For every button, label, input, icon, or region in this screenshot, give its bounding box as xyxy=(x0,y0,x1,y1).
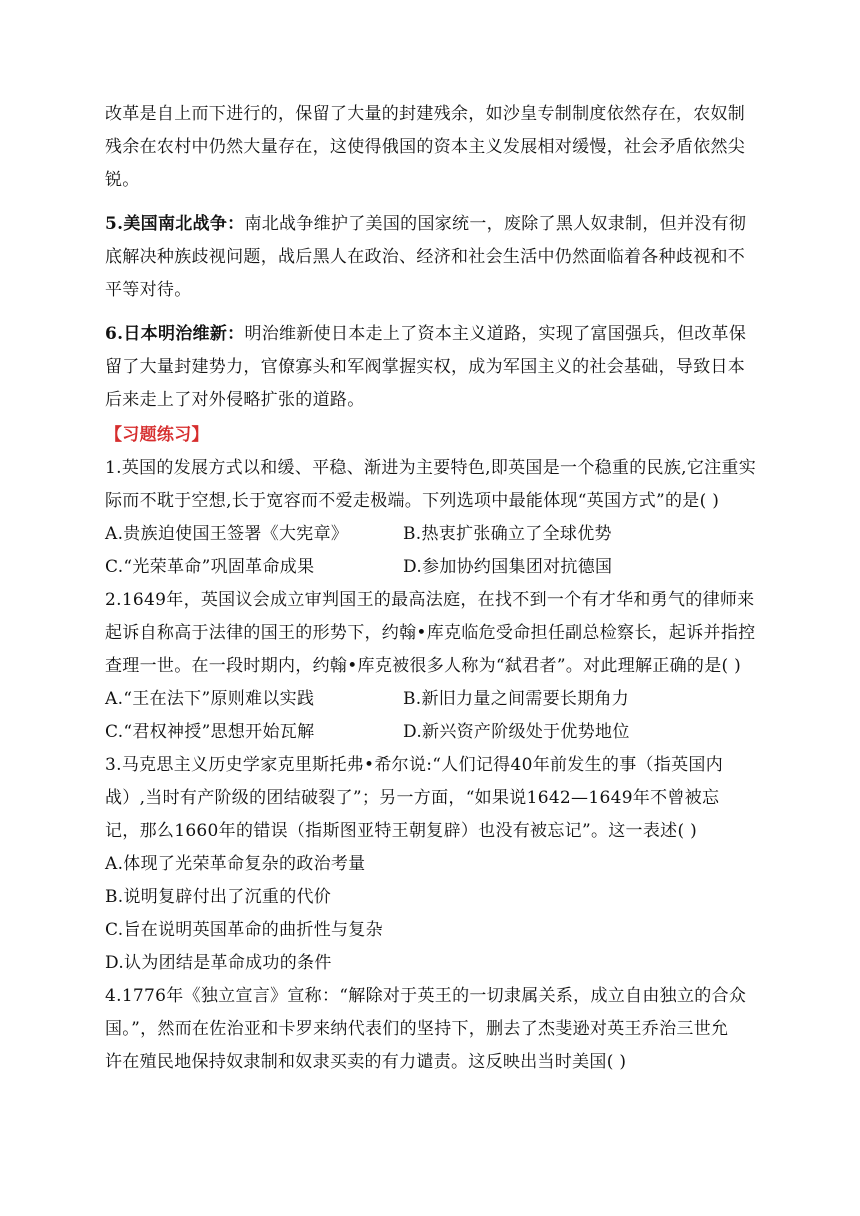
option-row xyxy=(105,518,755,551)
option-row xyxy=(105,683,755,716)
intro-line: 改革是自上而下进行的，保留了大量的封建残余，如沙皇专制制度依然存在，农奴制 xyxy=(105,104,746,124)
point-5-title: 5.美国南北战争： xyxy=(105,214,245,234)
point-6-line: 留了大量封建势力，官僚寡头和军阀掌握实权，成为军国主义的社会基础，导致日本 xyxy=(105,357,746,377)
option-row xyxy=(105,551,755,584)
option-a: A.体现了光荣革命复杂的政治考量 xyxy=(105,854,366,874)
question-stem-line: 2.1649年，英国议会成立审判国王的最高法庭，在找不到一个有才华和勇气的律师来 xyxy=(105,590,755,610)
exercise-heading-block xyxy=(105,419,755,452)
point-5-line: 平等对待。 xyxy=(105,280,192,300)
point-6-text: 明治维新使日本走上了资本主义道路，实现了富国强兵，但改革保 xyxy=(244,324,747,344)
question-stem-line: 查理一世。在一段时期内，约翰•库克被很多人称为“弑君者”。对此理解正确的是( ) xyxy=(105,656,742,676)
question-stem-line: 战）,当时有产阶级的团结破裂了”；另一方面，“如果说1642—1649年不曾被忘 xyxy=(105,788,720,808)
option-c: C.“君权神授”思想开始瓦解 xyxy=(105,722,315,742)
question-2-options xyxy=(105,683,755,749)
exercise-heading: 【习题练习】 xyxy=(105,425,209,445)
point-5-line xyxy=(105,208,755,241)
option-row xyxy=(105,716,755,749)
question-4 xyxy=(105,980,755,1079)
option-b: B.新旧力量之间需要长期角力 xyxy=(403,689,630,709)
question-stem-line: 4.1776年《独立宣言》宣称：“解除对于英王的一切隶属关系，成立自由独立的合众 xyxy=(105,986,747,1006)
question-stem-line: 际而不耽于空想,长于宽容而不爱走极端。下列选项中最能体现“英国方式”的是( ) xyxy=(105,491,720,511)
point-5-text: 南北战争维护了美国的国家统一，废除了黑人奴隶制，但并没有彻 xyxy=(244,214,747,234)
option-b: B.热衷扩张确立了全球优势 xyxy=(403,524,612,544)
question-1 xyxy=(105,452,755,518)
question-1-options xyxy=(105,518,755,584)
intro-line: 残余在农村中仍然大量存在，这使得俄国的资本主义发展相对缓慢，社会矛盾依然尖 xyxy=(105,137,746,157)
point-6-line xyxy=(105,318,755,351)
option-d: D.认为团结是革命成功的条件 xyxy=(105,953,332,973)
question-stem-line: 国。”，然而在佐治亚和卡罗来纳代表们的坚持下，删去了杰斐逊对英王乔治三世允 xyxy=(105,1019,729,1039)
option-d: D.新兴资产阶级处于优势地位 xyxy=(403,722,630,742)
question-stem-line: 记，那么1660年的错误（指斯图亚特王朝复辟）也没有被忘记”。这一表述( ) xyxy=(105,821,698,841)
question-2 xyxy=(105,584,755,683)
option-b: B.说明复辟付出了沉重的代价 xyxy=(105,887,332,907)
option-a: A.贵族迫使国王签署《大宪章》 xyxy=(105,524,349,544)
option-d: D.参加协约国集团对抗德国 xyxy=(403,557,613,577)
point-6-line: 后来走上了对外侵略扩张的道路。 xyxy=(105,390,365,410)
intro-paragraph xyxy=(105,98,755,197)
option-c: C.“光荣革命”巩固革命成果 xyxy=(105,557,315,577)
option-a: A.“王在法下”原则难以实践 xyxy=(105,689,315,709)
point-5-paragraph xyxy=(105,208,755,307)
question-3 xyxy=(105,749,755,980)
question-stem-line: 1.英国的发展方式以和缓、平稳、渐进为主要特色,即英国是一个稳重的民族,它注重实 xyxy=(105,458,757,478)
intro-line: 锐。 xyxy=(105,170,140,190)
point-6-paragraph xyxy=(105,318,755,417)
option-c: C.旨在说明英国革命的曲折性与复杂 xyxy=(105,920,383,940)
question-stem-line: 许在殖民地保持奴隶制和奴隶买卖的有力谴责。这反映出当时美国( ) xyxy=(105,1052,627,1072)
point-6-title: 6.日本明治维新： xyxy=(105,324,245,344)
question-stem-line: 3.马克思主义历史学家克里斯托弗•希尔说:“人们记得40年前发生的事（指英国内 xyxy=(105,755,723,775)
point-5-line: 底解决种族歧视问题，战后黑人在政治、经济和社会生活中仍然面临着各种歧视和不 xyxy=(105,247,746,267)
question-stem-line: 起诉自称高于法律的国王的形势下，约翰•库克临危受命担任副总检察长，起诉并指控 xyxy=(105,623,756,643)
